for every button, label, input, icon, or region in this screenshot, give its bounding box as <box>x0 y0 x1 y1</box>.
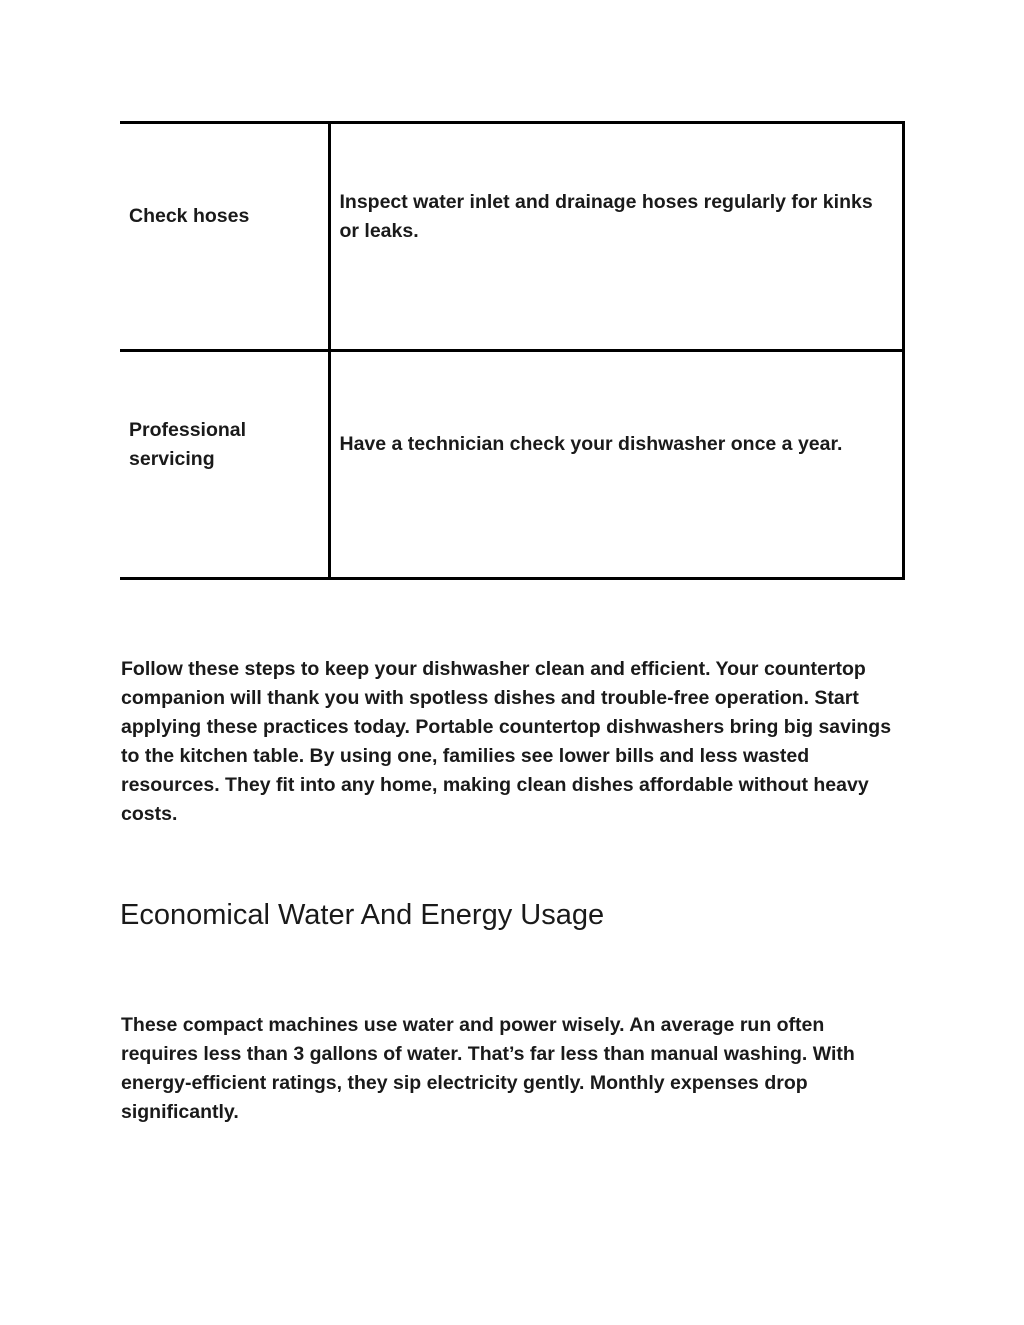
task-label: Professional servicing <box>129 418 247 470</box>
table-row <box>120 351 904 579</box>
section-heading: Economical Water And Energy Usage <box>120 899 605 931</box>
body-paragraph: Follow these steps to keep your dishwasher clean and efficient. Your countertop companion will thank you with spotless dishes and trouble-free operation. Start applying these practices today. Portable countertop dishwashers bring big savings to the kitchen table. By using one, families see lower bills and less wasted resources. They fit into any home, making clean dishes affordable without heavy costs. <box>121 658 892 825</box>
table-cell-task <box>120 123 329 351</box>
section-paragraph: These compact machines use water and power wisely. An average run often requires less than 3 gallons of water. That’s far less than manual washing. With energy-efficient ratings, they sip electricity gently. Monthly expenses drop significantly. <box>121 1014 855 1123</box>
task-description: Inspect water inlet and drainage hoses regularly for kinks or leaks. <box>339 190 873 242</box>
task-label: Check hoses <box>129 205 250 227</box>
table-cell-description <box>329 123 904 351</box>
table-cell-task <box>120 351 329 579</box>
table-cell-description <box>329 351 904 579</box>
maintenance-table <box>120 121 905 580</box>
task-description: Have a technician check your dishwasher once a year. <box>339 433 843 455</box>
table-row <box>120 123 904 351</box>
